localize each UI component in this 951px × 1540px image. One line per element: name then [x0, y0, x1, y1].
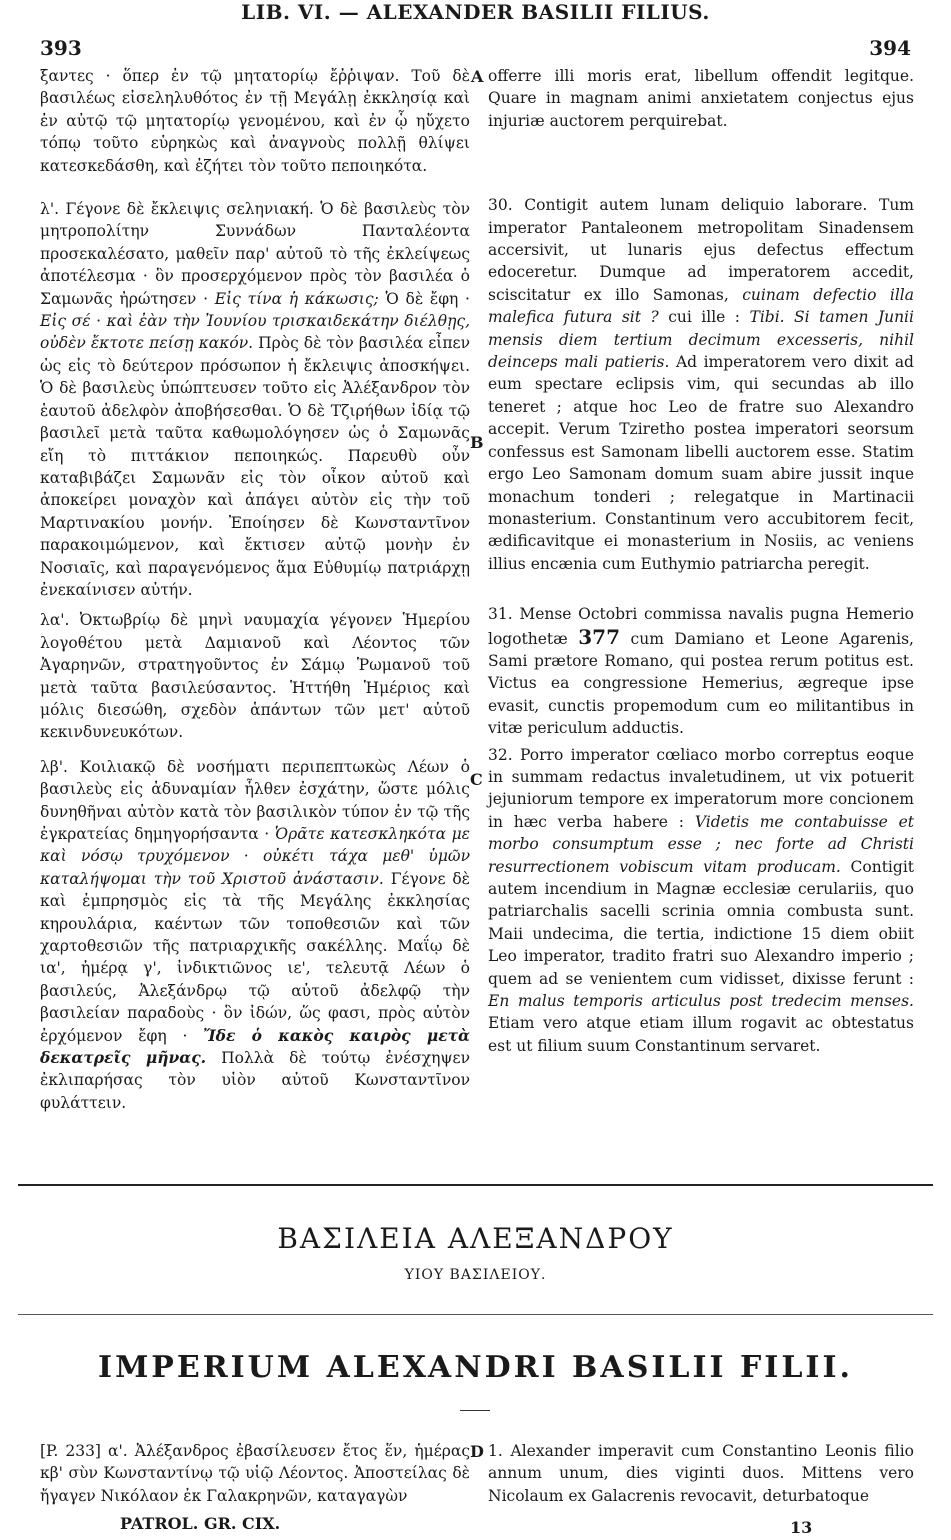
greek-text: λβ'. Κοιλιακῷ δὲ νοσήματι περιπεπτωκὼς Λέων ὁ βασιλεὺς εἰς ἀδυναμίαν ἦλθεν ἐσχάτην, ὥστε μόλις δυνηθῆναι αὐτὸν κατὰ τὸν βασιλικὸν τύπον ἐν τῷ τῆς ἐγκρατείας δημηγορήσαντα · [40, 757, 470, 843]
footer-sheet-number: 13 [790, 1518, 813, 1537]
greek-paragraph-31: λα'. Ὀκτωβρίῳ δὲ μηνὶ ναυμαχία γέγονεν Ἡμερίου λογοθέτου μετὰ Δαμιανοῦ καὶ Λέοντος τῶν Ἀγαρηνῶν, στρατηγοῦντος ἐν Σάμῳ Ῥωμανοῦ τοῦ μετὰ ταῦτα βασιλεύσαντος. Ἡττήθη Ἡμέριος καὶ μόλις διεσώθη, σχεδὸν ἁπάντων τῶν μετ' αὐτοῦ κεκινδυνευκότων. [40, 611, 470, 742]
latin-text: Ad imperatorem vero dixit ad eum spectare eclipsis vim, qui secundas ab illo teneret ; atque hoc Leo de fratre suo Alexandro accepit. Verum Tziretho postea imperatori seorsum confessus est Samonam libelli auctorem esse. Statim ergo Leo Samonam domum suam abire jussit inque monachum tonderi ; relegatque in Martinacii monasterium. Constantinum vero accubitorem fecit, ædificavitque ei monasterium in Nosiis, ac veniens illius encænia cum Euthymio patriarcha peregit. [488, 353, 914, 573]
latin-quote: En malus temporis articulus post tredecim menses. [488, 992, 914, 1011]
margin-marker-a: A [471, 67, 484, 86]
greek-quote: Εἰς τίνα ἡ κάκωσις; [214, 289, 379, 308]
latin-text: cui ille : [668, 308, 741, 327]
latin-section-title: IMPERIUM ALEXANDRI BASILII FILII. [98, 1350, 853, 1385]
latin-text: 32. Porro imperator cœliaco morbo correptus eoque in summam redactus invaletudinem, ut vix potuerit jejuniorum tempore ex imperatorum more concionem in hæc verba habere : [488, 745, 914, 831]
greek-text: Ὁ δὲ ἔφη · [385, 289, 470, 308]
margin-marker-b: B [470, 433, 484, 452]
latin-column [488, 65, 914, 1057]
latin-paragraph-30 [488, 194, 914, 575]
greek-text: Πρὸς δὲ τὸν βασιλέα εἶπεν ὡς εἰς τὸ δεύτερον πρόσωπον ἡ ἔκλειψις ἀποσκήψει. Ὁ δὲ βασιλεὺς ὑπώπτευσεν τοῦτο εἰς Ἀλέξανδρον τὸν ἑαυτοῦ ἀδελφὸν ἀποβήσεσθαι. Ὁ δὲ Τζιρήθων ἰδίᾳ τῷ βασιλεῖ μετὰ ταῦτα καθωμολόγησεν ὡς ὁ Σαμωνᾶς εἴη τὸ πιττάκιον πεποιηκώς. Παρευθὺ οὖν καταβιβάζει Σαμωνᾶν εἰς τὸν οἶκον αὐτοῦ καὶ ἀποκείρει μοναχὸν καὶ ἀπάγει αὐτὸν εἰς τὴν τοῦ Μαρτινακίου μονήν. Ἐποίησεν δὲ Κωνσταντῖνον παρακοιμώμενον, καὶ ἔκτισεν αὐτῷ μονὴν ἐν Νοσιαῖς, καὶ παραγενόμενος ἅμα Εὐθυμίῳ πατριάρχῃ ἐνεκαίνισεν αὐτήν. [40, 334, 470, 599]
greek-bottom-paragraph: [P. 233] α'. Ἀλέξανδρος ἐβασίλευσεν ἔτος ἕν, ἡμέρας κβ' σὺν Κωνσταντίνῳ τῷ υἱῷ Λέοντος. Ἀποστείλας δὲ ἤγαγεν Νικόλαον ἐκ Γαλακρηνῶν, καταγαγὼν [40, 1442, 470, 1505]
latin-paragraph-1: offerre illi moris erat, libellum offendit legitque. Quare in magnam animi anxietatem conjectus ejus injuriæ auctorem perquirebat. [488, 67, 914, 130]
greek-section-subtitle: ΥΙΟΥ ΒΑΣΙΛΕΙΟΥ. [404, 1267, 547, 1283]
latin-bottom-paragraph: 1. Alexander imperavit cum Constantino Leonis filio annum unum, dies viginti duos. Mittens vero Nicolaum ex Galacrenis revocavit, deturbatoque [488, 1442, 914, 1505]
latin-text: Contigit autem incendium in Magnæ ecclesiæ cerulariis, quo patriarchalis sacelli scrinia omnia combusta sunt. Maii undecima, die tertia, indictione 15 diem obiit Leo imperator, tradito fratri suo Alexandro imperio ; quem ad se venientem cum vidisset, dixisse ferunt : [488, 857, 914, 988]
page-number-right: 394 [869, 36, 911, 60]
column-number: 377 [578, 624, 621, 649]
margin-marker-c: C [470, 770, 483, 789]
greek-quote: Εἰς σέ · καὶ ἐὰν τὴν Ἰουνίου τρισκαιδεκάτην διέλθῃς, οὐδὲν ἔκτοτε πείσῃ κακόν. [40, 312, 470, 353]
greek-quote: Ὁρᾶτε κατεσκληκότα με καὶ νόσῳ τρυχόμενον · οὐκέτι τάχα μεθ' ὑμῶν καταλήψομαι τὴν τοῦ Χριστοῦ ἀνάστασιν. [40, 825, 470, 888]
greek-quote: Ἴδε ὁ κακὸς καιρὸς μετὰ δεκατρεῖς μῆνας. [40, 1025, 470, 1068]
section-divider-thin [18, 1314, 933, 1315]
greek-text: Γέγονε δὲ καὶ ἐμπρησμὸς εἰς τὰ τῆς Μεγάλης ἐκκλησίας κηρουλάρια, καέντων τῶν τοποθεσιῶν καὶ τῶν χαρτοθεσιῶν τῆς πατριαρχικῆς σακέλλης. Μαΐῳ δὲ ια', ἡμέρᾳ γ', ἰνδικτιῶνος ιε', τελευτᾷ Λέων ὁ βασιλεύς, Ἀλεξάνδρῳ τῷ αὐτοῦ ἀδελφῷ τὴν βασιλείαν παραδοὺς · ὃν ἰδών, ὥς φασι, πρὸς αὐτὸν ἐρχόμενον ἔφη · [40, 869, 470, 1045]
latin-quote: Tibi. Si tamen Junii mensis diem tertium decimum excesseris, nihil deinceps mali patieris. [488, 308, 914, 372]
latin-quote: cuinam defectio illa malefica futura sit ? [488, 285, 915, 327]
latin-text: 31. Mense Octobri commissa navalis pugna Hemerio logothetæ [488, 605, 914, 648]
latin-quote: Videtis me contabuisse et morbo consumptum esse ; nec forte ad Christi resurrectionem vobiscum vitam producam. [488, 812, 915, 876]
greek-paragraph-30 [40, 198, 470, 601]
greek-paragraph-32 [40, 756, 470, 1115]
greek-text: λ'. Γέγονε δὲ ἔκλειψις σεληνιακή. Ὁ δὲ βασιλεὺς τὸν μητροπολίτην Συννάδων Πανταλέοντα προσεκαλέσατο, μαθεῖν παρ' αὐτοῦ τὸ τῆς ἐκλείψεως ἀποτέλεσμα · ὃν προσερχόμενον πρὸς τὸν βασιλέα ὁ Σαμωνᾶς ἠρώτησεν · [40, 200, 470, 308]
latin-text: Etiam vero atque etiam illum rogavit ac obtestatus est ut filium suum Constantinum servaret. [488, 1014, 914, 1055]
latin-text: 30. Contigit autem lunam deliquio laborare. Tum imperator Pantaleonem metropolitam Sinadensem accersivit, ut lunaris ejus defectus effectum edoceretur. Dumque ad imperatorem accedit, sciscitatur ex illo Samonas, [488, 196, 914, 304]
greek-paragraph-1: ξαντες · ὅπερ ἐν τῷ μητατορίῳ ἔῤῥιψαν. Τοῦ δὲ βασιλέως εἰσεληλυθότος ἐν τῇ Μεγάλῃ ἐκκλησίᾳ καὶ ἐν αὐτῷ τῷ μητατορίῳ γενομένου, καὶ ἐν ᾧ ηὔχετο τόπῳ τοῦτο εὑρηκὼς καὶ ἀναγνοὺς πολλῇ θλίψει κατεσκεδάσθη, καὶ ἐζήτει τὸν τοῦτο πεποιηκότα. [40, 67, 470, 175]
page-number-left: 393 [40, 36, 82, 60]
greek-section-title: ΒΑΣΙΛΕΙΑ ΑΛΕΞΑΝΔΡΟΥ [277, 1222, 674, 1255]
greek-text: Πολλὰ δὲ τούτῳ ἐνέσχηψεν ἐκλιπαρήσας τὸν υἱὸν αὐτοῦ Κωνσταντῖνον φυλάττειν. [40, 1049, 470, 1112]
latin-paragraph-32 [488, 744, 914, 1058]
short-divider [460, 1410, 490, 1411]
running-header: LIB. VI. — ALEXANDER BASILII FILIUS. [241, 0, 710, 24]
footer-signature: PATROL. GR. CIX. [120, 1514, 281, 1533]
latin-text: cum Damiano et Leone Agarenis, Sami prætore Romano, qui postea rerum potitus est. Victus ea congressione Hemerius, ægreque ipse evasit, cunctis propemodum cum eo militantibus in vitæ periculum adductis. [488, 629, 914, 738]
greek-column [40, 65, 470, 1114]
margin-marker-d: D [470, 1442, 484, 1461]
section-divider [18, 1184, 933, 1186]
latin-paragraph-31 [488, 603, 914, 739]
